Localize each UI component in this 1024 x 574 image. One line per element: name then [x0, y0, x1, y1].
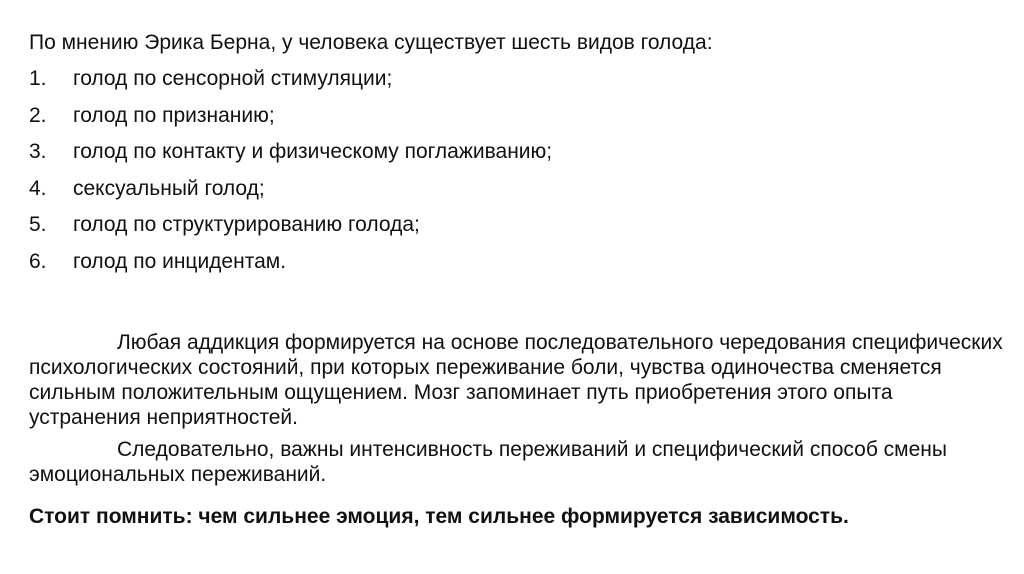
list-item [29, 101, 552, 138]
conclusion-text: Стоит помнить: чем сильнее эмоция, тем сильнее формируется зависимость. [29, 505, 849, 528]
addiction-paragraph-text: Любая аддикция формируется на основе последовательного чередования специфических психологических состояний, при которых переживание боли, чувства одиночества сменяется сильным положительным ощущением. Мозг запоминает путь приобретения этого опыта устранения неприятностей. [29, 331, 1003, 429]
list-item-number: 1. [29, 67, 47, 90]
list-item-text: сексуальный голод; [73, 176, 265, 200]
list-item-text: голод по структурированию голода; [73, 213, 420, 236]
list-item [29, 137, 552, 174]
list-item-number: 5. [29, 213, 47, 236]
consequence-paragraph [29, 437, 1009, 487]
list-item [29, 247, 552, 284]
list-item-number: 6. [29, 249, 47, 273]
list-item-number: 3. [29, 140, 47, 163]
list-item [29, 174, 552, 211]
list-item-text: голод по контакту и физическому поглаживанию; [73, 140, 553, 163]
list-item [29, 210, 552, 247]
list-item-text: голод по признанию; [73, 103, 275, 127]
consequence-paragraph-text: Следовательно, важны интенсивность переживаний и специфический способ смены эмоциональных переживаний. [29, 438, 947, 486]
list-item-number: 4. [29, 176, 47, 200]
intro-text: По мнению Эрика Берна, у человека существует шесть видов голода: [29, 31, 713, 54]
list-item-text: голод по инцидентам. [73, 249, 287, 273]
addiction-paragraph [29, 330, 1009, 430]
list-item-number: 2. [29, 103, 47, 127]
list-item-text: голод по сенсорной стимуляции; [73, 67, 393, 90]
list-item [29, 64, 552, 101]
hunger-types-list [29, 64, 552, 283]
